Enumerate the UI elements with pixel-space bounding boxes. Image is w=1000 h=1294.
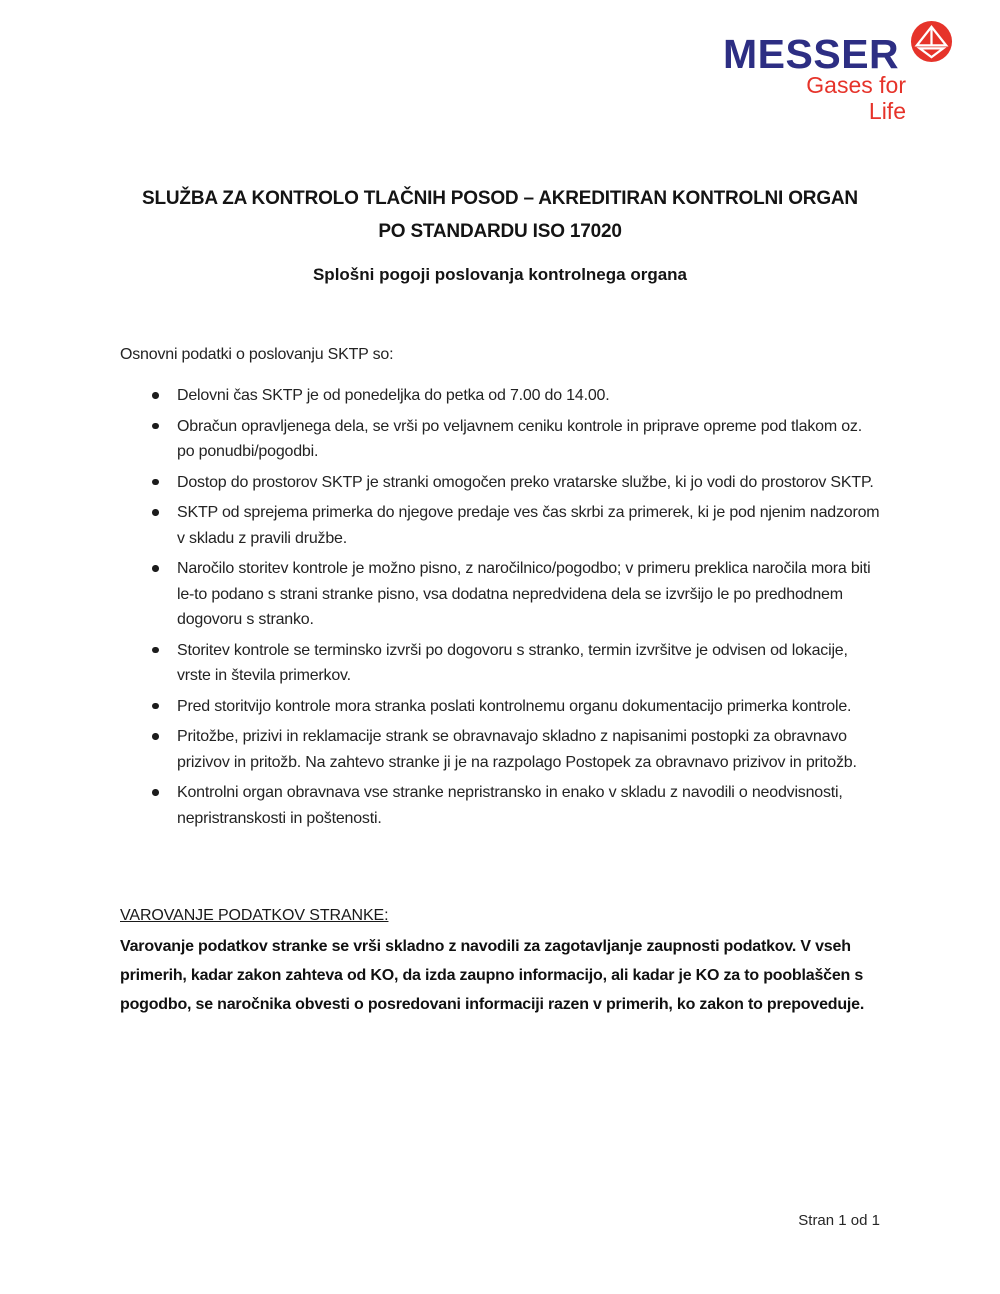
list-item <box>120 470 880 496</box>
document-body <box>120 0 880 1035</box>
list-item-text: Naročilo storitev kontrole je možno pisno, z naročilnico/pogodbo; v primeru preklica naročila mora biti le-to podano s strani stranke pisno, vsa dodatna nepredvidena dela se izvršijo le po predhodnem dogovoru s stranko. <box>177 560 871 628</box>
privacy-paragraph: Varovanje podatkov stranke se vrši skladno z navodili za zagotavljanje zaupnosti podatkov. V vseh primerih, kadar zakon zahteva od KO, da izda zaupno informacijo, ali kadar je KO za to pooblaščen s pogodbo, se naročnika obvesti o posredovani informaciji razen v primerih, ko zakon to prepoveduje. <box>120 938 865 1013</box>
list-item <box>120 694 880 720</box>
list-item <box>120 414 880 465</box>
list-item <box>120 780 880 831</box>
bullet-icon <box>152 423 159 430</box>
list-item <box>120 556 880 633</box>
list-item <box>120 638 880 689</box>
page-number: Stran 1 od 1 <box>798 1212 880 1229</box>
bullet-icon <box>152 733 159 740</box>
list-item-text: Dostop do prostorov SKTP je stranki omogočen preko vratarske službe, ki jo vodi do prostorov SKTP. <box>177 473 874 491</box>
terms-list <box>120 383 880 831</box>
intro-paragraph: Osnovni podatki o poslovanju SKTP so: <box>120 346 394 363</box>
bullet-icon <box>152 565 159 572</box>
list-item <box>120 724 880 775</box>
bullet-icon <box>152 647 159 654</box>
bullet-icon <box>152 509 159 516</box>
list-item-text: Kontrolni organ obravnava vse stranke nepristransko in enako v skladu z navodili o neodvisnosti, nepristranskosti in poštenosti. <box>177 784 843 827</box>
list-item-text: Obračun opravljenega dela, se vrši po veljavnem ceniku kontrole in priprave opreme pod tlakom oz. po ponudbi/pogodbi. <box>177 417 862 460</box>
list-item-text: Storitev kontrole se terminsko izvrši po dogovoru s stranko, termin izvršitve je odvisen od lokacije, vrste in števila primerkov. <box>177 641 848 684</box>
list-item-text: SKTP od sprejema primerka do njegove predaje ves čas skrbi za primerek, ki je pod njenim nadzorom v skladu z pravili družbe. <box>177 504 880 547</box>
bullet-icon <box>152 789 159 796</box>
bullet-icon <box>152 479 159 486</box>
bullet-icon <box>152 703 159 710</box>
list-item-text: Pritožbe, prizivi in reklamacije strank se obravnavajo skladno z napisanimi postopki za obravnavo prizivov in pritožb. Na zahtevo stranke ji je na razpolago Postopek za obravnavo prizivov in pritožb. <box>177 728 857 771</box>
list-item-text: Delovni čas SKTP je od ponedeljka do petka od 7.00 do 14.00. <box>177 387 610 404</box>
brand-tagline: Gases for Life <box>806 72 906 124</box>
list-item-text: Pred storitvijo kontrole mora stranka poslati kontrolnemu organu dokumentacijo primerka kontrole. <box>177 697 852 715</box>
bullet-icon <box>152 392 159 399</box>
messer-logo-icon <box>910 20 953 63</box>
page-title: SLUŽBA ZA KONTROLO TLAČNIH POSOD – AKREDITIRAN KONTROLNI ORGAN PO STANDARDU ISO 17020 <box>142 188 858 242</box>
privacy-heading: VAROVANJE PODATKOV STRANKE: <box>120 907 389 924</box>
page-subtitle: Splošni pogoji poslovanja kontrolnega organa <box>312 265 688 284</box>
list-item <box>120 383 880 409</box>
brand-wordmark: MESSER <box>723 31 900 77</box>
list-item <box>120 500 880 551</box>
